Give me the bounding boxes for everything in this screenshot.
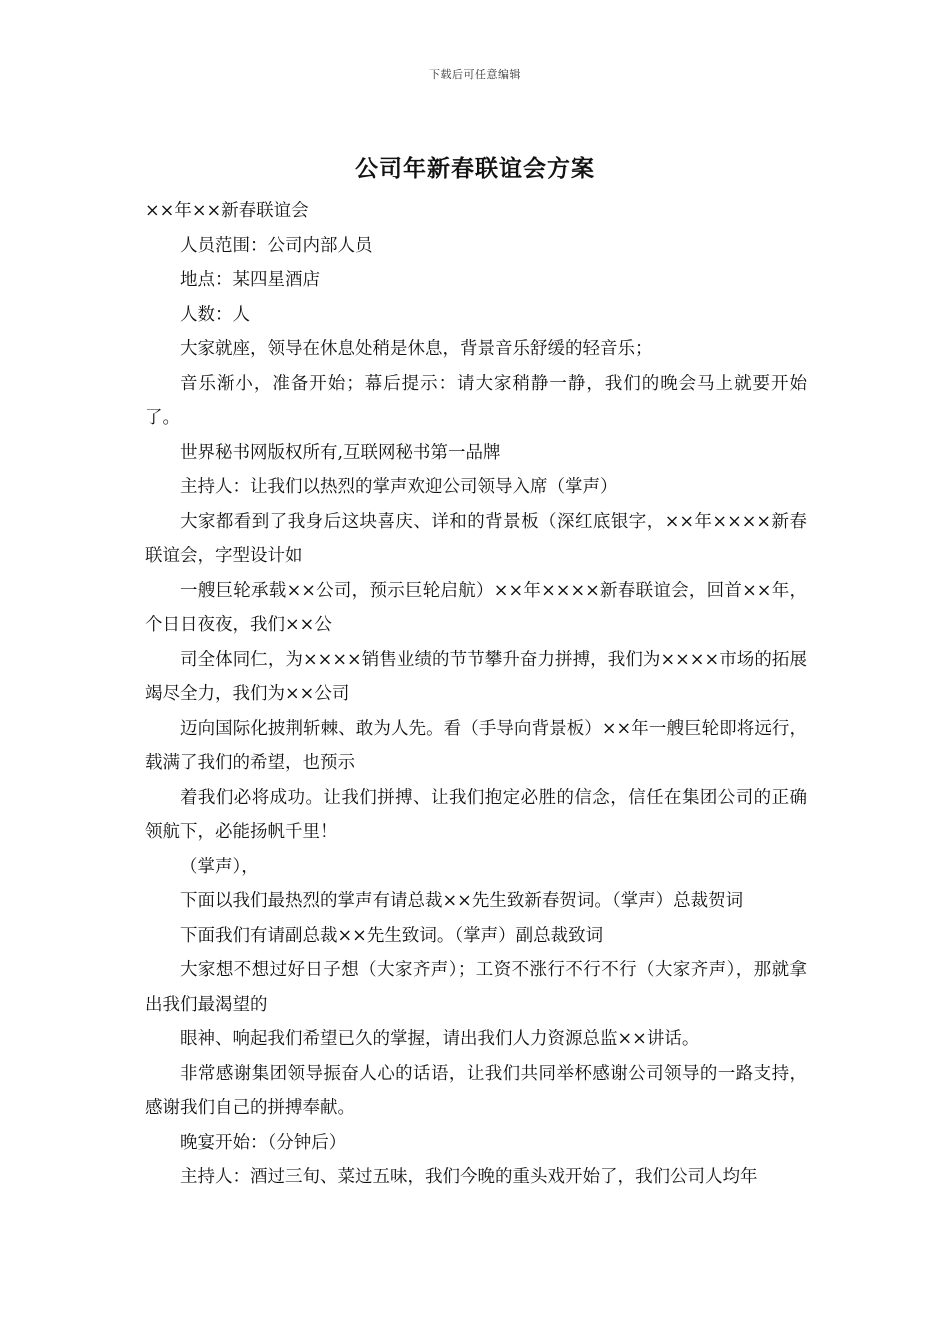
- paragraph: 晚宴开始：（分钟后）: [180, 1132, 347, 1153]
- paragraph: 下面我们有请副总裁××先生致词。（掌声）副总裁致词: [180, 925, 604, 946]
- paragraph: 司全体同仁，为××××销售业绩的节节攀升奋力拼搏，我们为××××市场的拓展竭尽全力，我们为××公司: [145, 649, 807, 704]
- paragraph: ××年××新春联谊会: [145, 201, 309, 221]
- document-title: 公司年新春联谊会方案: [355, 155, 595, 182]
- paragraph: 着我们必将成功。让我们拼搏、让我们抱定必胜的信念，信任在集团公司的正确领航下，必能扬帆千里！: [145, 787, 807, 842]
- paragraph: 迈向国际化披荆斩棘、敢为人先。看（手导向背景板）××年一艘巨轮即将远行，载满了我们的希望，也预示: [145, 718, 807, 773]
- paragraph: 主持人：酒过三旬、菜过五味，我们今晚的重头戏开始了，我们公司人均年: [180, 1167, 758, 1187]
- paragraph: 大家都看到了我身后这块喜庆、详和的背景板（深红底银字，××年××××新春联谊会，字型设计如: [145, 511, 807, 566]
- paragraph: 下面以我们最热烈的掌声有请总裁××先生致新春贺词。（掌声）总裁贺词: [180, 891, 744, 911]
- paragraph: 人数：人: [180, 304, 250, 325]
- header-note: 下载后可任意编辑: [429, 68, 521, 81]
- paragraph: （掌声），: [180, 856, 259, 877]
- paragraph: 主持人：让我们以热烈的掌声欢迎公司领导入席（掌声）: [180, 477, 618, 497]
- paragraph: 非常感谢集团领导振奋人心的话语，让我们共同举杯感谢公司领导的一路支持，感谢我们自己的拼搏奉献。: [145, 1063, 807, 1118]
- paragraph: 人员范围：公司内部人员: [180, 235, 373, 256]
- paragraph: 地点：某四星酒店: [180, 270, 320, 290]
- paragraph: 大家就座，领导在休息处稍是休息，背景音乐舒缓的轻音乐；: [180, 339, 653, 359]
- paragraph: 音乐渐小，准备开始；幕后提示：请大家稍静一静，我们的晚会马上就要开始了。: [145, 373, 807, 428]
- document-body: [145, 194, 807, 1195]
- paragraph: 一艘巨轮承载××公司，预示巨轮启航）××年××××新春联谊会，回首××年，个日日夜夜，我们××公: [145, 580, 807, 635]
- paragraph: 眼神、响起我们希望已久的掌握，请出我们人力资源总监××讲话。: [180, 1029, 700, 1049]
- paragraph: 大家想不想过好日子想（大家齐声）；工资不涨行不行不行（大家齐声），那就拿出我们最渴望的: [145, 960, 807, 1015]
- paragraph: 世界秘书网版权所有,互联网秘书第一品牌: [180, 442, 501, 463]
